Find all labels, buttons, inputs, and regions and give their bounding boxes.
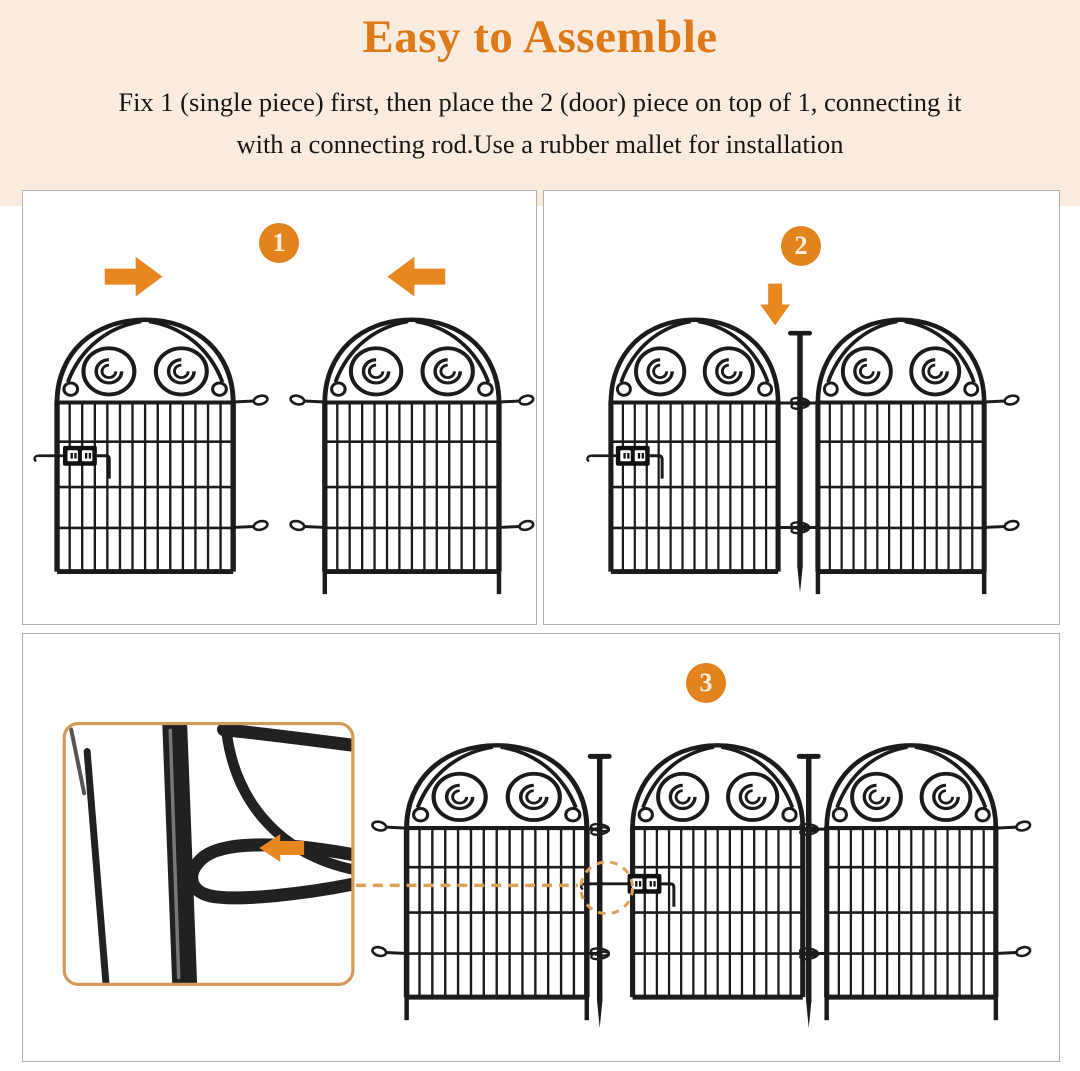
subtitle-line-1: Fix 1 (single piece) first, then place the 2 (door) piece on top of 1, connecting it xyxy=(118,87,962,117)
connection-detail-photo xyxy=(64,724,355,985)
step2-panel xyxy=(543,190,1060,625)
down-arrow-icon xyxy=(760,284,790,326)
left-arrow-icon xyxy=(388,257,446,297)
eye-hook-icon xyxy=(984,394,1019,405)
step-number-badge: 2 xyxy=(781,226,821,266)
step3-diagram xyxy=(23,634,1059,1061)
fence-door-piece xyxy=(35,320,269,572)
fence-door-piece xyxy=(581,745,810,997)
fence-single-piece xyxy=(371,745,600,1020)
step-number-badge: 1 xyxy=(259,223,299,263)
step1-panel xyxy=(22,190,537,625)
fence-single-piece xyxy=(808,745,1031,1020)
eye-hook-icon xyxy=(233,394,268,405)
eye-hook-icon xyxy=(371,820,406,831)
eye-hook-icon xyxy=(233,520,268,531)
connecting-rod-icon xyxy=(791,333,810,593)
connecting-rod-icon xyxy=(590,756,609,1028)
fence-single-piece xyxy=(800,320,1019,594)
latch-wire-hook xyxy=(35,456,41,462)
subtitle-line-2: with a connecting rod.Use a rubber mallet for installation xyxy=(236,129,844,159)
latch-wire-hook xyxy=(587,456,593,462)
eye-hook-icon xyxy=(499,520,534,531)
right-arrow-icon xyxy=(105,257,163,297)
eye-hook-icon xyxy=(499,394,534,405)
eye-hook-icon xyxy=(984,520,1019,531)
eye-hook-icon xyxy=(290,394,325,405)
eye-hook-icon xyxy=(996,946,1031,957)
fence-single-piece xyxy=(290,320,534,594)
step-number-badge: 3 xyxy=(686,663,726,703)
page-title: Easy to Assemble xyxy=(362,11,718,63)
fence-door-piece xyxy=(587,320,801,572)
eye-hook-icon xyxy=(290,520,325,531)
eye-hook-icon xyxy=(996,820,1031,831)
eye-hook-icon xyxy=(371,946,406,957)
step3-panel xyxy=(22,633,1060,1062)
